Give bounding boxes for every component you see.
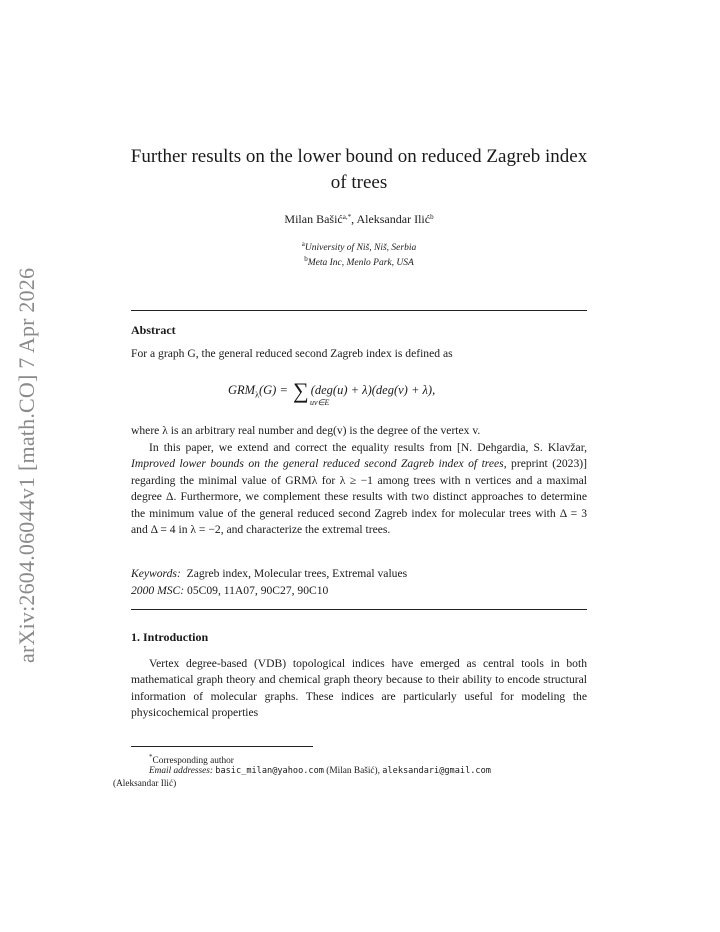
email-link[interactable]: basic_milan@yahoo.com: [215, 766, 324, 776]
msc-codes: [131, 584, 328, 597]
affiliation: [130, 255, 588, 268]
affiliation-mark: b: [304, 255, 308, 263]
cited-title: Improved lower bounds on the general reduced second Zagreb index of trees: [131, 457, 504, 471]
email-label: Email addresses:: [149, 766, 213, 776]
msc-text: 05C09, 11A07, 90C27, 90C10: [187, 584, 329, 597]
abstract-text: In this paper, we extend and correct the equality results from [N. Dehgardia, S. Klavžar,: [149, 441, 587, 454]
footnote-text: Corresponding author: [152, 756, 234, 766]
abstract-intro: For a graph G, the general reduced second Zagreb index is defined as: [131, 347, 453, 360]
author-marks: b: [430, 213, 434, 221]
affiliation-text: University of Niš, Niš, Serbia: [304, 243, 417, 253]
paper-title: Further results on the lower bound on reduced Zagreb index of trees: [130, 146, 588, 193]
affiliation-mark: a: [301, 240, 305, 248]
keywords-label: Keywords:: [131, 567, 181, 580]
abstract-paragraph: [131, 440, 587, 538]
keywords-text: Zagreb index, Molecular trees, Extremal values: [186, 567, 408, 580]
arxiv-identifier: arXiv:2604.06044v1 [math.CO] 7 Apr 2026: [14, 267, 39, 663]
author-name: Milan Bašić: [284, 212, 343, 226]
abstract-heading: Abstract: [131, 323, 176, 337]
equation-lhs: GRM: [228, 383, 256, 397]
author-name: Aleksandar Ilić: [356, 212, 431, 226]
email-owner: (Milan Bašić),: [326, 766, 380, 776]
abstract-text: , preprint (2023)] regarding the minimal value of GRMλ for λ ≥ −1 among trees with n vertices and a maximal degree Δ. Furthermore, we complement these results with two distinct approaches to determine the minimum value of the general reduced second Zagreb index for molecular trees with Δ = 3 and Δ = 4 in λ = −2, and characterize the extremal trees.: [131, 457, 588, 537]
equation-lhs-subscript: λ: [255, 390, 259, 400]
equation-lhs-arg: (G) =: [258, 383, 288, 397]
footnote-rule: [131, 746, 313, 747]
sum-symbol: ∑: [293, 378, 309, 403]
footnote-mark: *: [149, 753, 153, 761]
abstract-bottom-rule: [131, 609, 587, 610]
keywords: [131, 567, 407, 580]
section-heading: 1. Introduction: [131, 630, 209, 644]
msc-label: 2000 MSC:: [131, 584, 185, 597]
email-owner: (Aleksandar Ilić): [113, 778, 177, 789]
sum-index: uv∈E: [310, 398, 330, 407]
footnote-emails: [113, 765, 587, 790]
author-separator: ,: [351, 212, 357, 226]
equation-rhs: (deg(u) + λ)(deg(v) + λ),: [310, 383, 436, 397]
affiliation-text: Meta Inc, Menlo Park, USA: [307, 258, 414, 268]
author-marks: a,*: [342, 213, 352, 221]
abstract-top-rule: [131, 310, 587, 311]
email-link[interactable]: aleksandari@gmail.com: [382, 766, 491, 776]
equation: [228, 374, 436, 407]
affiliation: [130, 240, 588, 253]
author-line: [130, 212, 588, 227]
intro-paragraph: Vertex degree-based (VDB) topological indices have emerged as central tools in both mathematical graph theory and chemical graph theory because to their ability to encode structural information of molecular graphs. These indices are particularly useful for modeling the physicochemical properties: [131, 657, 587, 720]
abstract-after-equation: where λ is an arbitrary real number and deg(v) is the degree of the vertex v.: [131, 424, 481, 437]
